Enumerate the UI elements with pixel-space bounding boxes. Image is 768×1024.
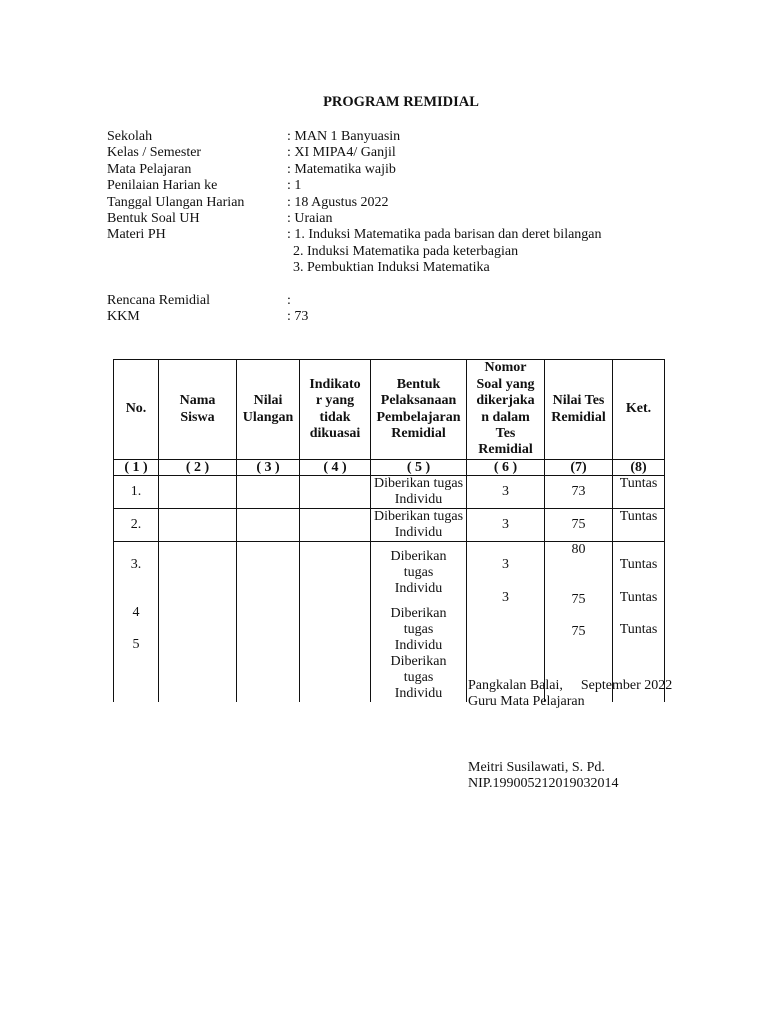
- header-bentuk: Bentuk Pelaksanaan Pembelajaran Remidial: [371, 360, 467, 460]
- header-indikator: Indikato r yang tidak dikuasai: [300, 360, 371, 460]
- row-no: 5: [132, 637, 140, 652]
- row-indikator: [300, 476, 371, 509]
- signature-nip: NIP.199005212019032014: [468, 776, 619, 792]
- table-number-row: [114, 460, 665, 476]
- header-nilai-tes: Nilai Tes Remidial: [545, 360, 613, 460]
- header-ket: Ket.: [613, 360, 665, 460]
- info-value: : MAN 1 Banyuasin: [287, 129, 401, 144]
- col-number: (8): [613, 460, 665, 476]
- info-value: : Matematika wajib: [287, 161, 396, 177]
- info-value: : 18 Agustus 2022: [287, 194, 389, 210]
- row-no: 4: [132, 605, 140, 620]
- info-label: Penilaian Harian ke: [107, 178, 218, 194]
- row-nomor-soal: 3: [467, 509, 545, 542]
- col-number: ( 1 ): [114, 460, 159, 476]
- header-nilai-ulangan: Nilai Ulangan: [237, 360, 300, 460]
- row-nilai-tes: 73: [545, 476, 613, 509]
- info-label: Sekolah: [107, 129, 153, 144]
- materi-text: 3. Pembuktian Induksi Matematika: [293, 260, 490, 276]
- row-nilai-tes: 75: [571, 624, 586, 639]
- remedial-table: [113, 359, 665, 702]
- row-nilai-tes: 75: [571, 592, 586, 607]
- row-bentuk: Diberikan tugas Individu: [390, 549, 447, 596]
- info-label: Materi PH: [107, 227, 166, 243]
- info-label: Rencana Remidial: [107, 292, 211, 308]
- signature-place: Pangkalan Balai,: [468, 678, 563, 693]
- info-label: Kelas / Semester: [107, 145, 202, 161]
- header-nomor-soal: Nomor Soal yang dikerjaka n dalam Tes Remidial: [467, 360, 545, 460]
- row-nomor-soal: 3: [467, 476, 545, 509]
- table-row: [114, 509, 665, 542]
- info-value: : Uraian: [287, 210, 333, 226]
- row-bentuk: Diberikan tugas Individu: [390, 654, 447, 701]
- row-bentuk: Diberikan tugas Individu: [371, 476, 467, 509]
- header-nama-siswa: Nama Siswa: [159, 360, 237, 460]
- info-label: Bentuk Soal UH: [107, 210, 200, 226]
- row-ket: Tuntas: [613, 476, 665, 509]
- row-nilai: [237, 476, 300, 509]
- row-nama: [159, 509, 237, 542]
- row-nama: [159, 542, 237, 703]
- col-number: ( 3 ): [237, 460, 300, 476]
- row-ket: Tuntas: [619, 590, 658, 605]
- col-number: ( 6 ): [467, 460, 545, 476]
- row-no: 1.: [114, 476, 159, 509]
- col-number: (7): [545, 460, 613, 476]
- row-no: 3.: [130, 557, 142, 572]
- info-value: : 1: [287, 178, 302, 194]
- signature-place-date: [468, 678, 672, 711]
- col-number: ( 5 ): [371, 460, 467, 476]
- row-bentuk: Diberikan tugas Individu: [371, 509, 467, 542]
- row-indikator: [300, 542, 371, 703]
- header-no: No.: [114, 360, 159, 460]
- signature-month: September 2022: [580, 678, 673, 693]
- row-indikator: [300, 509, 371, 542]
- row-no: 2.: [114, 509, 159, 542]
- col-number: ( 4 ): [300, 460, 371, 476]
- info-label: Mata Pelajaran: [107, 161, 192, 177]
- table-row: [114, 476, 665, 509]
- row-nomor-soal: 3: [502, 590, 509, 605]
- row-nilai-tes: 80: [571, 542, 586, 557]
- materi-text: 2. Induksi Matematika pada keterbagian: [293, 243, 519, 259]
- info-value: : XI MIPA4/ Ganjil: [287, 145, 396, 161]
- info-value: :: [287, 292, 291, 308]
- row-nilai: [237, 542, 300, 703]
- row-nama: [159, 476, 237, 509]
- page-title: PROGRAM REMIDIAL: [323, 94, 479, 110]
- row-ket: Tuntas: [613, 509, 665, 542]
- signature-name-block: [468, 760, 619, 793]
- info-value: : 1. Induksi Matematika pada barisan dan deret bilangan: [287, 227, 602, 243]
- row-no-group: [114, 542, 159, 703]
- table-header-row: [114, 360, 665, 460]
- signature-role: Guru Mata Pelajaran: [468, 694, 585, 710]
- signature-name: Meitri Susilawati, S. Pd.: [468, 760, 605, 775]
- row-nilai: [237, 509, 300, 542]
- row-ket: Tuntas: [619, 557, 658, 572]
- info-label: Tanggal Ulangan Harian: [107, 194, 245, 210]
- row-bentuk: Diberikan tugas Individu: [390, 606, 447, 653]
- col-number: ( 2 ): [159, 460, 237, 476]
- info-value: : 73: [287, 309, 309, 325]
- row-nomor-soal: 3: [502, 557, 509, 572]
- row-nilai-tes: 75: [545, 509, 613, 542]
- row-ket: Tuntas: [619, 622, 658, 637]
- info-label: KKM: [107, 309, 140, 325]
- row-bentuk-group: [371, 542, 467, 703]
